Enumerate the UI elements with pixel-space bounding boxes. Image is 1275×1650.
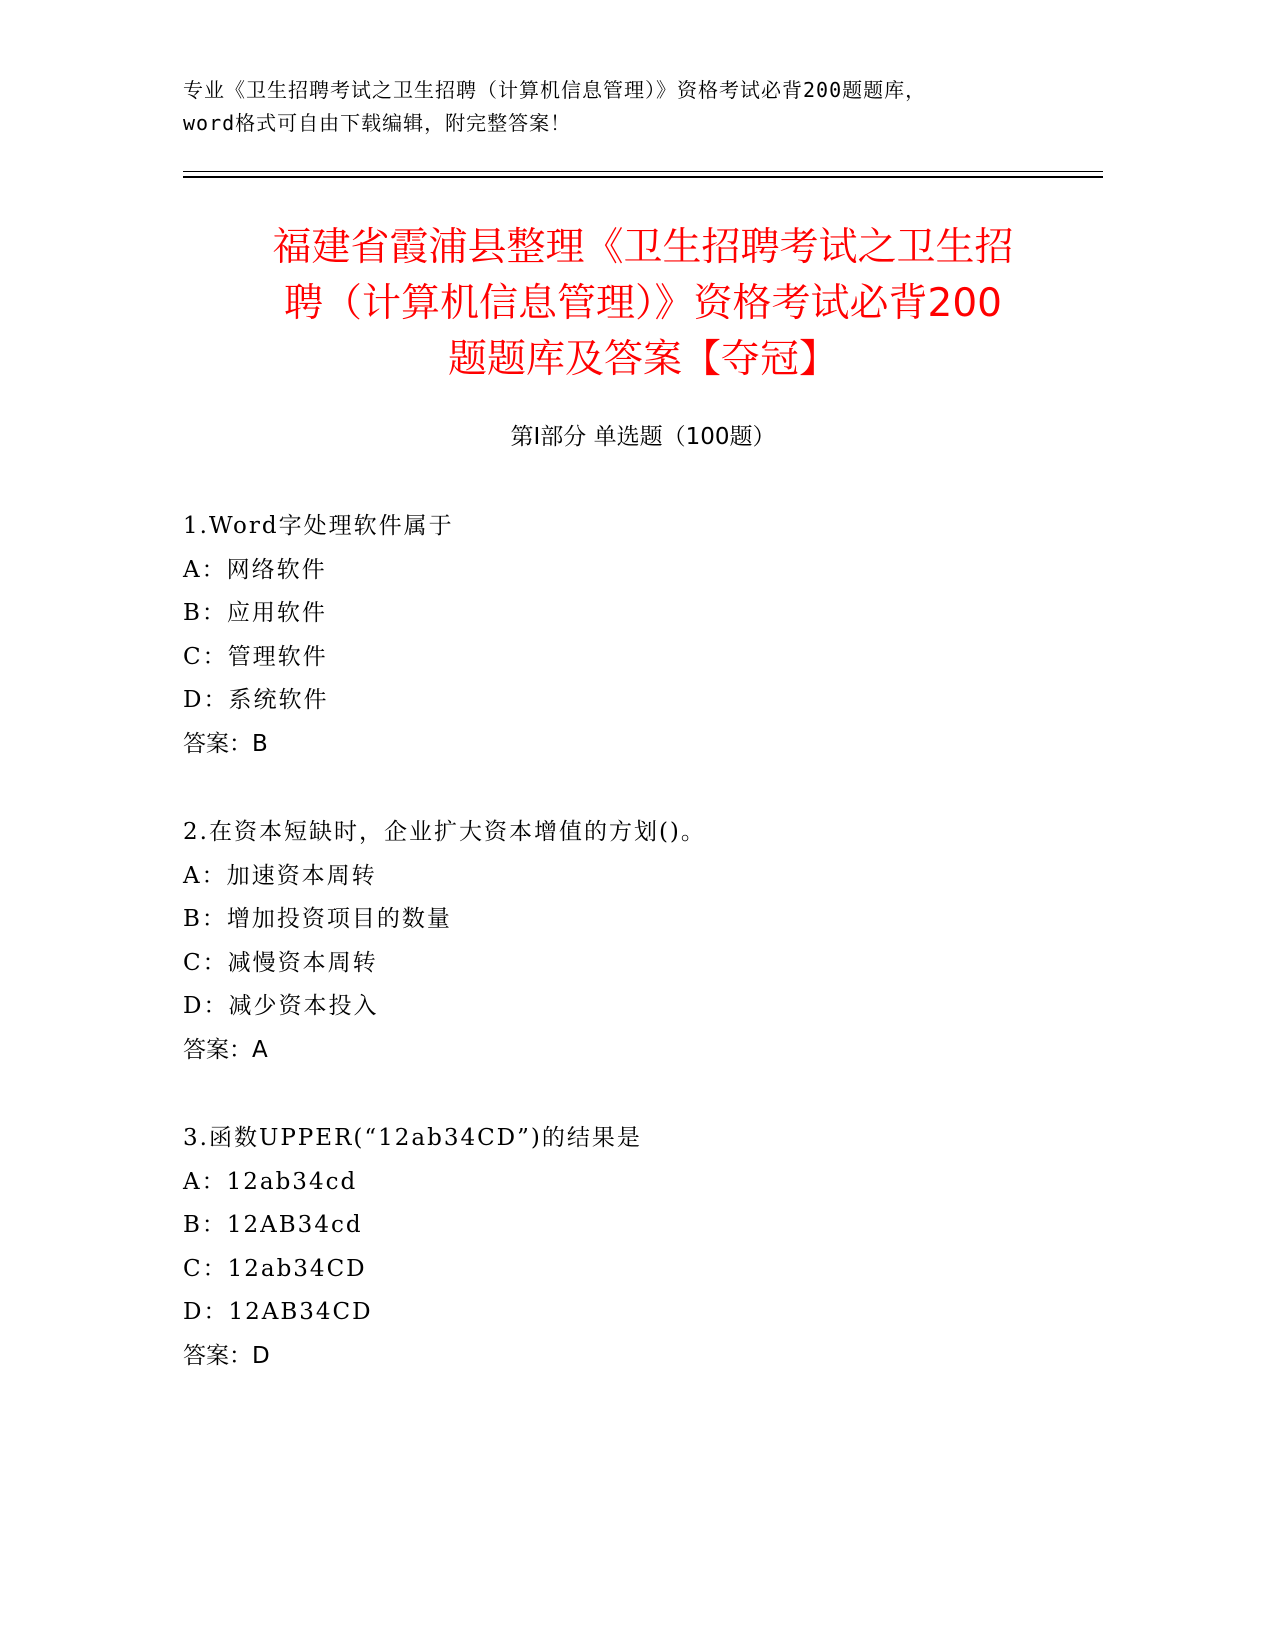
question-stem: 1.Word字处理软件属于 [183,513,454,539]
header-note-line-1: 专业《卫生招聘考试之卫生招聘（计算机信息管理）》资格考试必背200题题库， [183,78,927,102]
question-stem: 3.函数UPPER(“12ab34CD”)的结果是 [183,1125,642,1151]
question-3 [183,1117,1083,1378]
question-stem: 2.在资本短缺时，企业扩大资本增值的方划()。 [183,819,706,845]
option-b: B：应用软件 [183,600,327,626]
option-d: D：系统软件 [183,687,329,713]
header-note [183,74,1103,140]
option-a: A：网络软件 [183,556,327,583]
section-title: 第Ⅰ部分 单选题（100题） [510,424,776,450]
option-a: A：12ab34cd [183,1168,358,1195]
answer-line: 答案：D [183,1342,270,1369]
question-1 [183,505,1083,766]
answer-line: 答案：B [183,730,268,757]
option-c: C：减慢资本周转 [183,949,378,976]
option-a: A：加速资本周转 [183,862,377,889]
option-c: C：12ab34CD [183,1255,367,1282]
option-b: B：12AB34cd [183,1212,363,1238]
option-d: D：减少资本投入 [183,993,379,1019]
header-divider-thick [183,176,1103,178]
header-divider-thin [183,171,1103,172]
document-title-line-3: 题题库及答案【夺冠】 [447,337,838,382]
answer-line: 答案：A [183,1036,268,1063]
document-title-line-2: 聘（计算机信息管理）》资格考试必背200 [284,281,1002,326]
option-c: C：管理软件 [183,643,328,670]
option-d: D：12AB34CD [183,1299,373,1325]
option-b: B：增加投资项目的数量 [183,906,452,932]
document-title [183,220,1103,388]
question-2 [183,811,1083,1072]
header-note-line-2: word格式可自由下载编辑，附完整答案！ [183,111,572,135]
document-title-line-1: 福建省霞浦县整理《卫生招聘考试之卫生招 [272,225,1014,270]
